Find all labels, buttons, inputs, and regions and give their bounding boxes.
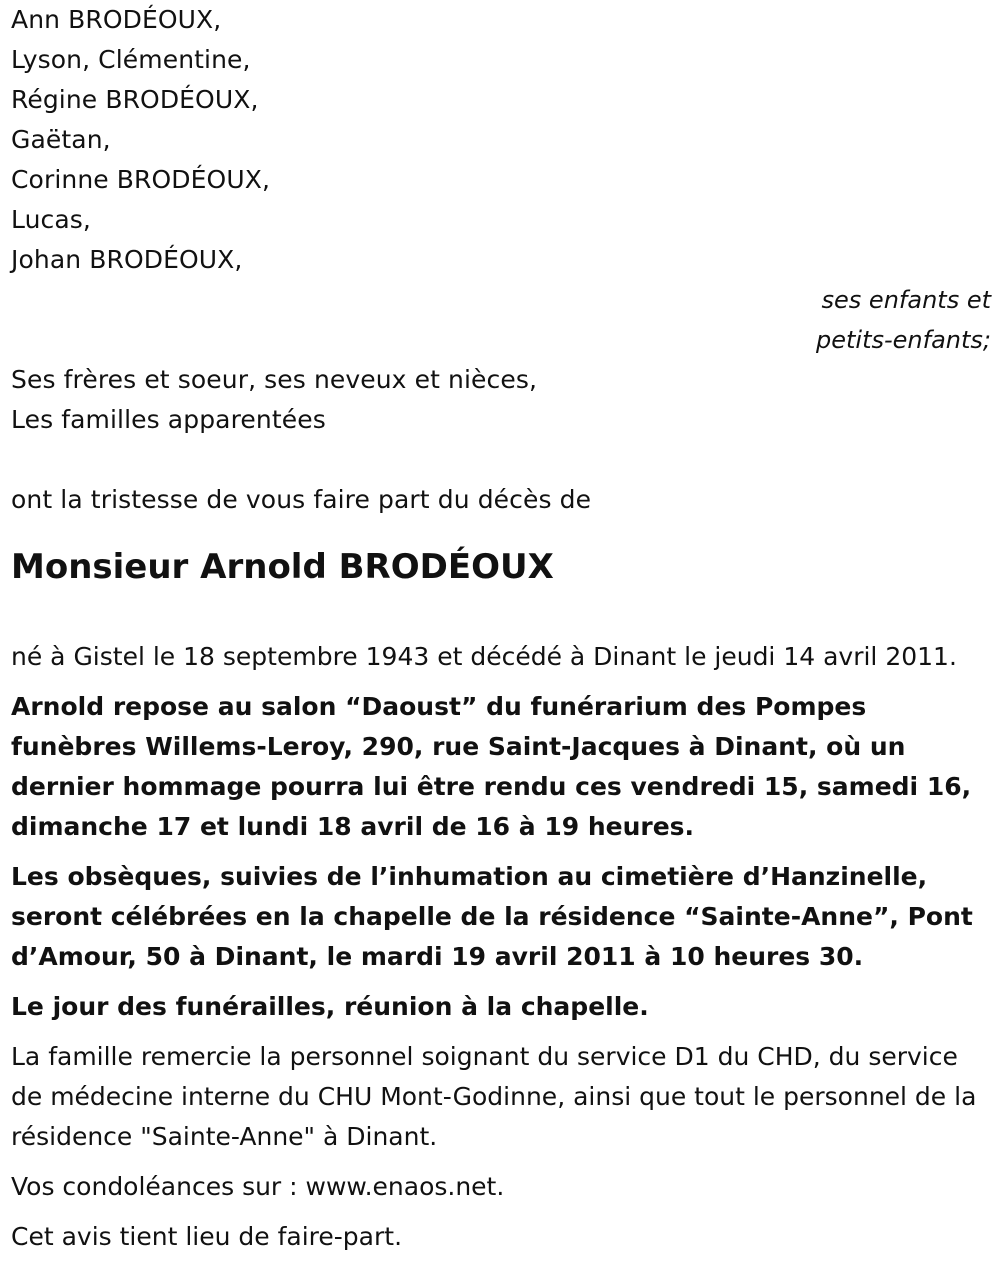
notice-paragraph: Cet avis tient lieu de faire-part.: [11, 1222, 403, 1251]
obituary-notice: [11, 0, 991, 1257]
family-name: Lyson, Clémentine,: [11, 45, 251, 74]
family-name: Johan BRODÉOUX,: [11, 245, 243, 274]
relation-line-1: ses enfants et: [821, 286, 991, 314]
deceased-name: Monsieur Arnold BRODÉOUX: [11, 547, 554, 587]
thanks-paragraph: La famille remercie la personnel soignant du service D1 du CHD, du service de médecine interne du CHU Mont-Godinne, ainsi que tout le personnel de la résidence "Sainte-Anne" à Dinant.: [11, 1042, 977, 1151]
birth-death-paragraph: né à Gistel le 18 septembre 1943 et décédé à Dinant le jeudi 14 avril 2011.: [11, 642, 957, 671]
announcement-text: ont la tristesse de vous faire part du décès de: [11, 485, 592, 514]
family-names-list: [11, 0, 991, 280]
family-name: Ann BRODÉOUX,: [11, 5, 222, 34]
repose-paragraph: Arnold repose au salon “Daoust” du funérarium des Pompes funèbres Willems-Leroy, 290, rue Saint-Jacques à Dinant, où un dernier hommage pourra lui être rendu ces vendredi 15, samedi 16, dimanche 17 et lundi 18 avril de 16 à 19 heures.: [11, 692, 972, 841]
condolences-paragraph: Vos condoléances sur : www.enaos.net.: [11, 1172, 505, 1201]
reunion-paragraph: Le jour des funérailles, réunion à la chapelle.: [11, 992, 649, 1021]
family-relation-note: [11, 280, 991, 360]
family-name: Gaëtan,: [11, 125, 111, 154]
extended-family: [11, 360, 991, 440]
extended-family-line-2: Les familles apparentées: [11, 405, 326, 434]
funeral-paragraph: Les obsèques, suivies de l’inhumation au cimetière d’Hanzinelle, seront célébrées en la chapelle de la résidence “Sainte-Anne”, Pont d’Amour, 50 à Dinant, le mardi 19 avril 2011 à 10 heures 30.: [11, 862, 973, 971]
family-name: Corinne BRODÉOUX,: [11, 165, 270, 194]
family-name: Lucas,: [11, 205, 91, 234]
relation-line-2: petits-enfants;: [816, 326, 991, 354]
family-name: Régine BRODÉOUX,: [11, 85, 259, 114]
extended-family-line-1: Ses frères et soeur, ses neveux et nièces,: [11, 365, 538, 394]
